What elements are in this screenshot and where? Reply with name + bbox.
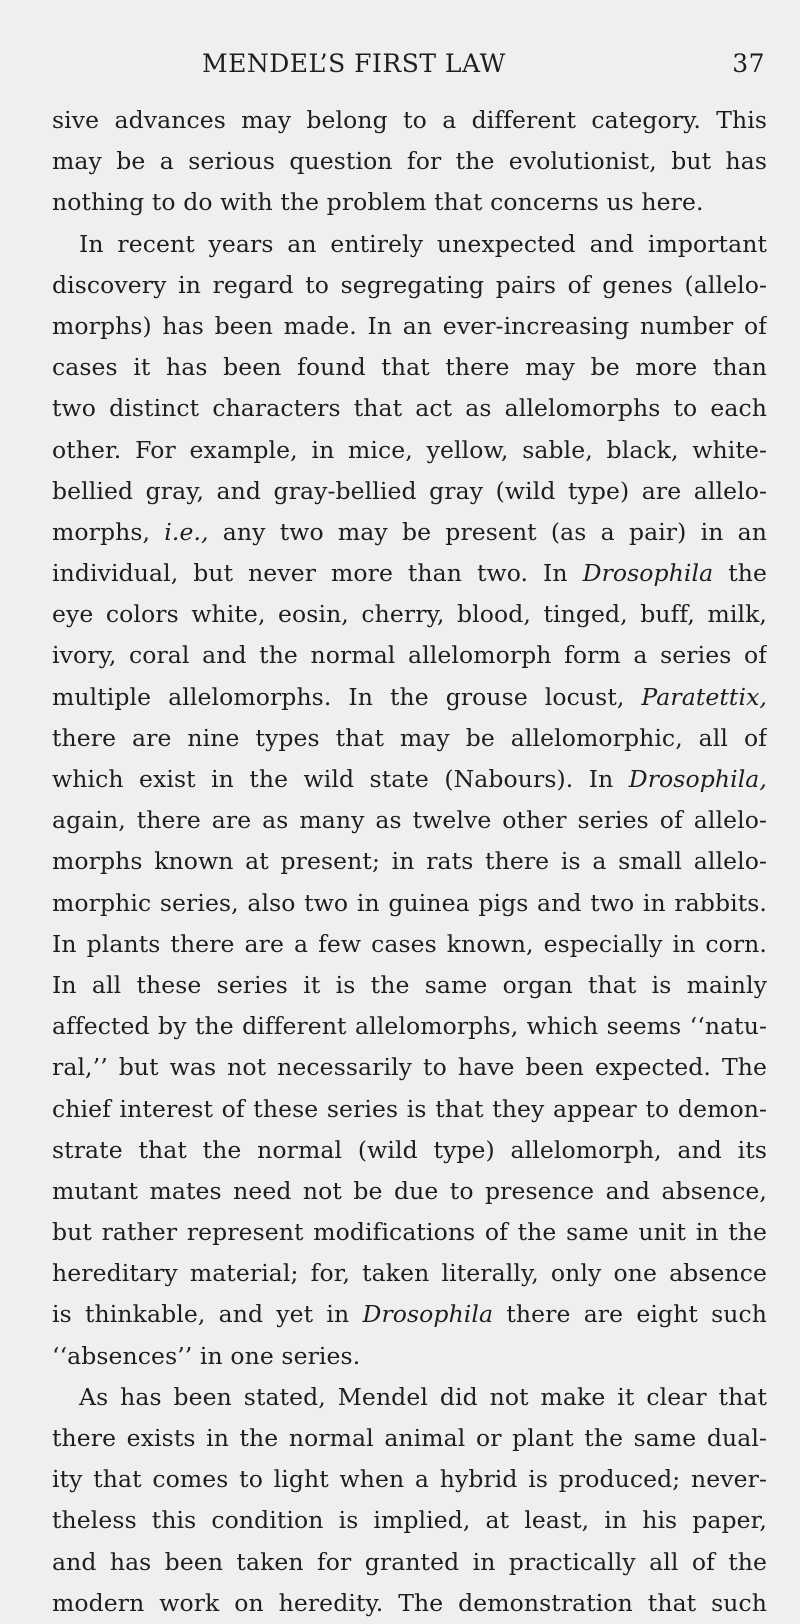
text-segment: but rather represent modifications of the same unit in the <box>52 1218 767 1247</box>
text-line <box>52 1377 767 1418</box>
text-segment: morphs, <box>52 517 165 546</box>
text-segment: individual, but never more than two. In <box>52 559 583 588</box>
text-line <box>52 924 767 965</box>
text-line <box>52 718 767 759</box>
page-number: 37 <box>732 49 765 78</box>
running-title: MENDEL’S FIRST LAW <box>202 49 506 78</box>
text-segment: chief interest of these series is that they appear to demon- <box>52 1094 767 1123</box>
text-segment: hereditary material; for, taken literally, only one absence <box>52 1259 767 1288</box>
italic-text: Drosophila <box>582 559 714 588</box>
text-segment: may be a serious question for the evolutionist, but has <box>52 147 767 176</box>
text-line <box>52 1253 767 1294</box>
text-line <box>52 1542 767 1583</box>
text-segment: ‘‘absences’’ in one series. <box>52 1341 361 1370</box>
text-line <box>52 553 767 594</box>
text-segment: other. For example, in mice, yellow, sable, black, white- <box>52 435 767 464</box>
text-line <box>52 224 767 265</box>
text-line <box>52 1171 767 1212</box>
text-line <box>52 759 767 800</box>
text-line <box>52 1047 767 1088</box>
text-line <box>52 141 767 182</box>
text-line <box>52 430 767 471</box>
text-segment: sive advances may belong to a different category. This <box>52 106 767 134</box>
text-segment: eye colors white, eosin, cherry, blood, tinged, buff, milk, <box>52 600 767 629</box>
text-segment: strate that the normal (wild type) allelomorph, and its <box>52 1135 767 1164</box>
text-segment: In plants there are a few cases known, especially in corn. <box>52 929 767 958</box>
text-line <box>52 182 767 223</box>
text-segment: there exists in the normal animal or plant the same dual- <box>52 1424 767 1452</box>
text-segment: any two may be present (as a pair) in an <box>208 517 767 546</box>
text-line <box>52 512 767 553</box>
text-segment: morphs known at present; in rats there is a small allelo- <box>52 847 767 876</box>
text-line <box>52 677 767 718</box>
text-line <box>52 1089 767 1130</box>
text-segment: modern work on heredity. The demonstration that such <box>52 1588 767 1617</box>
text-line <box>52 1583 767 1624</box>
text-line <box>52 1212 767 1253</box>
italic-text: Paratettix, <box>641 682 767 711</box>
text-segment: cases it has been found that there may be more than <box>52 353 767 382</box>
text-line <box>52 1418 767 1459</box>
text-segment: there are eight such <box>493 1300 767 1329</box>
text-line <box>52 1130 767 1171</box>
text-segment: is thinkable, and yet in <box>52 1300 363 1329</box>
text-segment: bellied gray, and gray-bellied gray (wild type) are allelo- <box>52 476 767 505</box>
text-segment: multiple allelomorphs. In the grouse locust, <box>52 682 642 711</box>
text-segment: ral,’’ but was not necessarily to have been expected. The <box>52 1053 767 1082</box>
text-segment: As has been stated, Mendel did not make it clear that <box>79 1382 767 1411</box>
text-line <box>52 883 767 924</box>
text-line <box>52 635 767 676</box>
text-segment: again, there are as many as twelve other series of allelo- <box>52 806 767 835</box>
text-segment: In recent years an entirely unexpected and important <box>79 229 767 258</box>
text-segment: ivory, coral and the normal allelomorph form a series of <box>52 641 767 670</box>
italic-text: Drosophila <box>362 1300 494 1329</box>
text-line <box>52 306 767 347</box>
text-segment: ity that comes to light when a hybrid is produced; never- <box>52 1465 767 1494</box>
text-line <box>52 471 767 512</box>
text-segment: discovery in regard to segregating pairs of genes (allelo- <box>52 270 767 299</box>
text-segment: there are nine types that may be allelomorphic, all of <box>52 723 767 752</box>
text-line <box>52 1500 767 1541</box>
text-line <box>52 594 767 635</box>
running-head <box>52 44 765 84</box>
body-text <box>52 100 767 1624</box>
text-segment: mutant mates need not be due to presence and absence, <box>52 1176 767 1205</box>
text-line <box>52 1336 767 1377</box>
text-line <box>52 1294 767 1335</box>
text-segment: In all these series it is the same organ that is mainly <box>52 970 767 999</box>
text-line <box>52 100 767 141</box>
text-line <box>52 841 767 882</box>
text-segment: nothing to do with the problem that concerns us here. <box>52 188 704 217</box>
text-segment: two distinct characters that act as allelomorphs to each <box>52 394 767 423</box>
text-line <box>52 1006 767 1047</box>
text-segment: and has been taken for granted in practically all of the <box>52 1547 767 1576</box>
text-segment: morphs) has been made. In an ever-increasing number of <box>52 311 767 340</box>
text-line <box>52 388 767 429</box>
text-line <box>52 265 767 306</box>
text-segment: morphic series, also two in guinea pigs and two in rabbits. <box>52 888 767 917</box>
text-segment: the <box>713 559 767 588</box>
text-line <box>52 965 767 1006</box>
text-line <box>52 347 767 388</box>
italic-text: i.e., <box>164 517 209 546</box>
text-segment: theless this condition is implied, at least, in his paper, <box>52 1506 767 1535</box>
text-segment: affected by the different allelomorphs, which seems ‘‘natu- <box>52 1012 767 1041</box>
text-line <box>52 1459 767 1500</box>
text-segment: which exist in the wild state (Nabours). In <box>52 765 629 793</box>
text-line <box>52 800 767 841</box>
italic-text: Drosophila, <box>628 765 767 793</box>
